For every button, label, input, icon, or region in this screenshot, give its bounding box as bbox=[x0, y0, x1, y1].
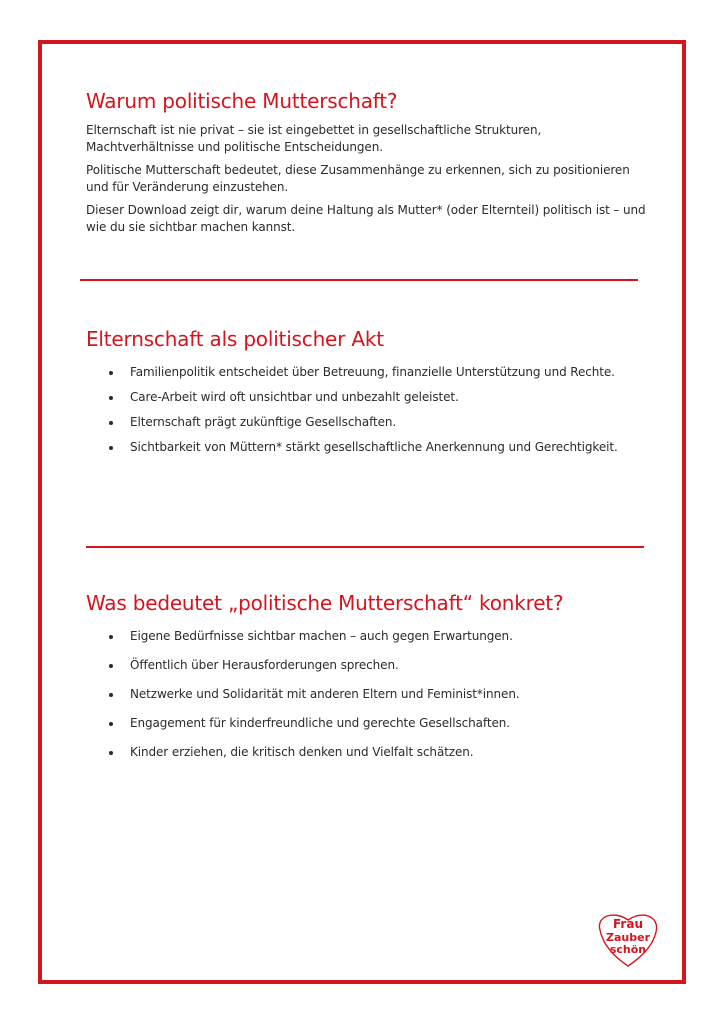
paragraph: Elternschaft ist nie privat – sie ist eingebettet in gesellschaftliche Strukturen, Machtverhältnisse und politische Entscheidungen. bbox=[86, 123, 542, 154]
logo-text-line2: Zauber bbox=[606, 931, 650, 944]
logo-text-line1: Frau bbox=[613, 917, 643, 931]
section-heading: Was bedeutet „politische Mutterschaft“ konkret? bbox=[86, 591, 564, 615]
list-item: Kinder erziehen, die kritisch denken und Vielfalt schätzen. bbox=[86, 744, 646, 761]
section-divider bbox=[80, 279, 638, 281]
list-item: Familienpolitik entscheidet über Betreuung, finanzielle Unterstützung und Rechte. bbox=[86, 364, 646, 381]
section-political-act bbox=[86, 326, 646, 456]
logo-text-line3: schön bbox=[609, 943, 647, 956]
bullet-list bbox=[86, 628, 646, 761]
list-item: Care-Arbeit wird oft unsichtbar und unbezahlt geleistet. bbox=[86, 389, 646, 406]
list-item: Elternschaft prägt zukünftige Gesellschaften. bbox=[86, 414, 646, 431]
brand-logo bbox=[594, 906, 662, 970]
section-why bbox=[86, 88, 646, 236]
section-concrete bbox=[86, 590, 646, 761]
list-item: Netzwerke und Solidarität mit anderen Eltern und Feminist*innen. bbox=[86, 686, 646, 703]
section-heading: Elternschaft als politischer Akt bbox=[86, 327, 384, 351]
paragraph: Dieser Download zeigt dir, warum deine Haltung als Mutter* (oder Elternteil) politisch ist – und wie du sie sichtbar machen kannst. bbox=[86, 203, 646, 234]
list-item: Eigene Bedürfnisse sichtbar machen – auch gegen Erwartungen. bbox=[86, 628, 646, 645]
paragraph: Politische Mutterschaft bedeutet, diese Zusammenhänge zu erkennen, sich zu positionieren und für Veränderung einzustehen. bbox=[86, 163, 630, 194]
list-item: Öffentlich über Herausforderungen sprechen. bbox=[86, 657, 646, 674]
list-item: Engagement für kinderfreundliche und gerechte Gesellschaften. bbox=[86, 715, 646, 732]
section-divider bbox=[86, 546, 644, 548]
section-heading: Warum politische Mutterschaft? bbox=[86, 89, 398, 113]
list-item: Sichtbarkeit von Müttern* stärkt gesellschaftliche Anerkennung und Gerechtigkeit. bbox=[86, 439, 646, 456]
bullet-list bbox=[86, 364, 646, 456]
